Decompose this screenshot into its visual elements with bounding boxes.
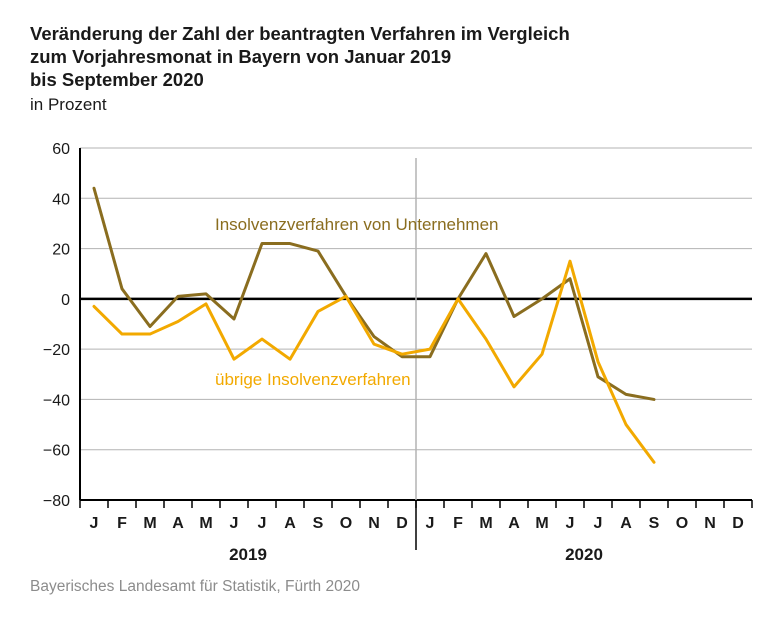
x-month-label: O <box>339 515 353 532</box>
y-tick-label: −80 <box>42 493 70 510</box>
x-month-label: N <box>704 515 716 532</box>
page-title-line-3: bis September 2020 <box>30 69 204 90</box>
y-axis-ticks <box>43 141 70 510</box>
x-month-label: M <box>143 515 157 532</box>
x-month-label: S <box>312 515 324 532</box>
x-month-label: M <box>535 515 549 532</box>
x-month-label: S <box>648 515 660 532</box>
x-month-label: A <box>284 515 296 532</box>
y-tick-label: 40 <box>52 191 70 209</box>
x-month-label: N <box>368 515 380 532</box>
x-month-label: M <box>199 515 213 532</box>
y-tick-label: 60 <box>52 141 70 158</box>
x-month-label: J <box>257 515 267 532</box>
x-month-label: F <box>453 515 463 532</box>
x-year-label: 2019 <box>229 545 267 564</box>
source-note: Bayerisches Landesamt für Statistik, Fürth 2020 <box>30 578 360 595</box>
annotation-uebrige: übrige Insolvenzverfahren <box>215 370 411 389</box>
x-month-label: J <box>425 515 435 532</box>
y-tick-label: −40 <box>42 392 70 410</box>
x-month-label: O <box>675 515 689 532</box>
x-month-label: A <box>508 515 520 532</box>
x-month-label: J <box>229 515 239 532</box>
plot-area <box>30 140 754 570</box>
y-tick-label: −20 <box>42 342 70 360</box>
y-tick-label: 0 <box>61 291 70 309</box>
chart-subtitle: in Prozent <box>30 95 107 114</box>
x-month-label: M <box>479 515 493 532</box>
x-month-label: F <box>117 515 127 532</box>
chart-title-block <box>30 22 754 116</box>
page-title-line-2: zum Vorjahresmonat in Bayern von Januar 2019 <box>30 46 452 67</box>
x-month-label: D <box>732 515 744 532</box>
annotation-unternehmen: Insolvenzverfahren von Unternehmen <box>215 215 499 234</box>
x-month-label: A <box>172 515 184 532</box>
series-line-uebrige <box>94 261 654 462</box>
x-year-label: 2020 <box>565 545 603 564</box>
x-month-label: A <box>620 515 632 532</box>
x-month-label: J <box>89 515 99 532</box>
x-month-label: D <box>396 515 408 532</box>
y-tick-label: 20 <box>52 241 70 259</box>
x-month-label: J <box>593 515 603 532</box>
y-tick-label: −60 <box>42 442 70 460</box>
page-title-line-1: Veränderung der Zahl der beantragten Verfahren im Vergleich <box>30 23 570 44</box>
x-month-label: J <box>565 515 575 532</box>
